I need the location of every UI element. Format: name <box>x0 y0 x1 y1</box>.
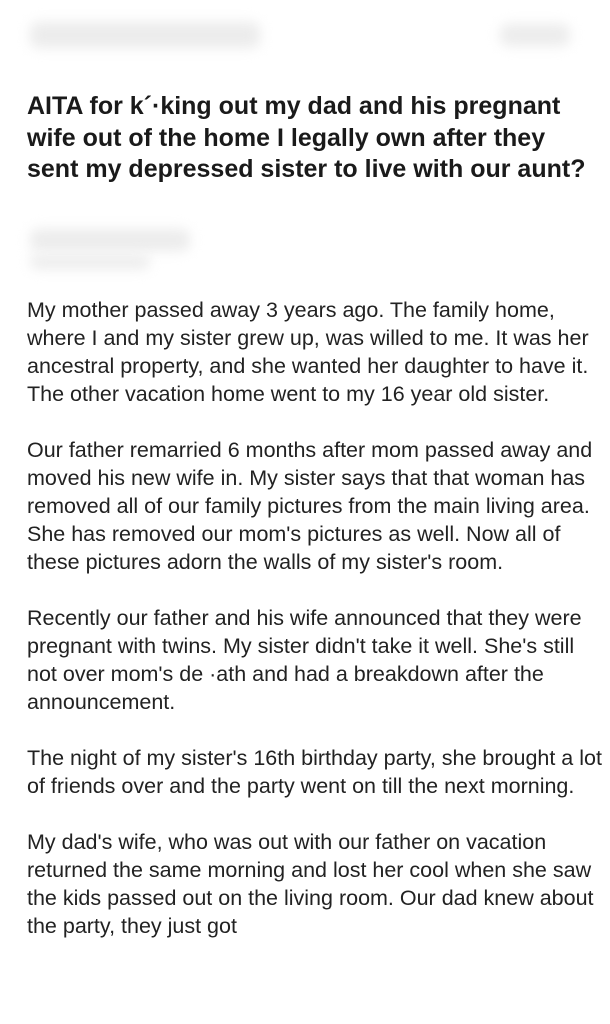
body-paragraph: Recently our father and his wife announced that they were pregnant with twins. My sister didn't take it well. She's still not over mom's de ·ath and had a breakdown after the announcement. <box>27 606 582 714</box>
post-title: AITA for k´·king out my dad and his pregnant wife out of the home I legally own after they sent my depressed sister to live with our aunt? <box>27 92 586 183</box>
body-paragraph: My mother passed away 3 years ago. The family home, where I and my sister grew up, was willed to me. It was her ancestral property, and she wanted her daughter to have it. The other vacation home went to my 16 year old sister. <box>27 298 589 406</box>
blurred-meta-line <box>30 229 190 251</box>
blurred-header-text <box>30 22 260 48</box>
blurred-meta-line <box>30 255 150 269</box>
body-paragraph: Our father remarried 6 months after mom passed away and moved his new wife in. My sister says that that woman has removed all of our family pictures from the main living area. She has removed our mom's pictures as well. Now all of these pictures adorn the walls of my sister's room. <box>27 438 593 574</box>
body-paragraph: My dad's wife, who was out with our father on vacation returned the same morning and lost her cool when she saw the kids passed out on the living room. Our dad knew about the party, they just got <box>27 830 594 938</box>
post-body <box>27 296 602 968</box>
body-paragraph: The night of my sister's 16th birthday party, she brought a lot of friends over and the party went on till the next morning. <box>27 746 602 798</box>
blurred-header-icon <box>500 24 570 46</box>
blurred-post-meta <box>0 215 610 280</box>
blurred-header <box>0 0 610 80</box>
